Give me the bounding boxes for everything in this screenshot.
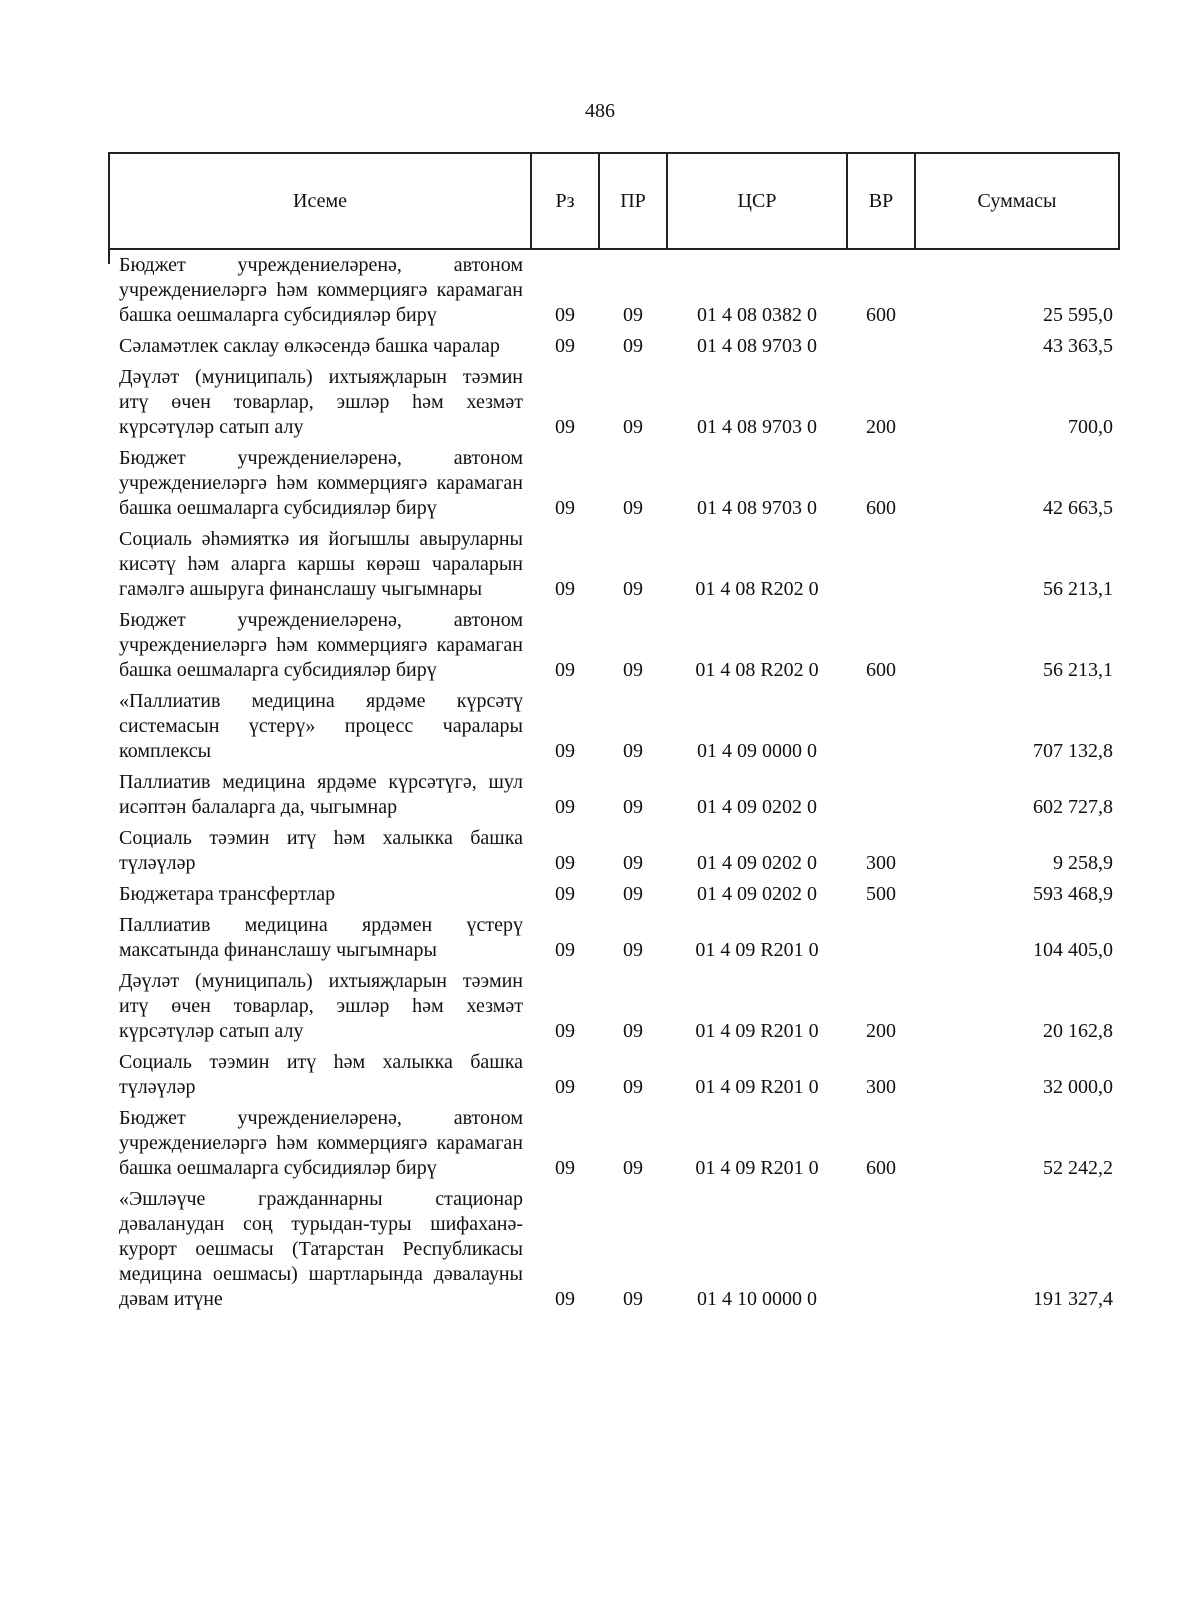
row-vr xyxy=(847,331,915,362)
table-header-row xyxy=(109,153,1119,249)
row-vr xyxy=(847,524,915,605)
header-rz: Рз xyxy=(531,153,599,249)
row-pr: 09 xyxy=(623,883,643,905)
row-rz: 09 xyxy=(555,497,575,519)
row-csr: 01 4 09 R201 0 xyxy=(695,1076,819,1098)
row-csr: 01 4 08 R202 0 xyxy=(695,578,819,600)
row-vr: 200 xyxy=(866,1020,896,1042)
row-rz: 09 xyxy=(555,335,575,357)
row-rz: 09 xyxy=(555,578,575,600)
row-rz: 09 xyxy=(555,1157,575,1179)
row-pr: 09 xyxy=(623,659,643,681)
header-name: Исеме xyxy=(109,153,531,249)
row-csr: 01 4 10 0000 0 xyxy=(697,1288,817,1310)
row-csr: 01 4 09 0202 0 xyxy=(697,883,817,905)
row-pr: 09 xyxy=(623,304,643,326)
header-csr: ЦСР xyxy=(667,153,847,249)
row-pr: 09 xyxy=(623,578,643,600)
row-csr: 01 4 09 R201 0 xyxy=(695,1157,819,1179)
table-row xyxy=(109,249,1119,331)
row-pr: 09 xyxy=(623,1157,643,1179)
budget-table xyxy=(108,152,1120,1315)
row-sum: 602 727,8 xyxy=(1033,796,1113,818)
row-vr xyxy=(847,767,915,823)
row-csr: 01 4 08 0382 0 xyxy=(697,304,817,326)
row-name: Социаль тәэмин итү һәм халыкка башка түләүләр xyxy=(119,827,523,874)
row-name: Паллиатив медицина ярдәмен үстерү максатында финанслашу чыгымнары xyxy=(119,914,523,961)
row-csr: 01 4 09 0202 0 xyxy=(697,852,817,874)
page-number: 486 xyxy=(585,100,615,122)
row-rz: 09 xyxy=(555,1288,575,1310)
row-sum: 56 213,1 xyxy=(1043,578,1113,600)
row-vr: 300 xyxy=(866,1076,896,1098)
row-name: Сәламәтлек саклау өлкәсендә башка чаралар xyxy=(119,335,500,357)
row-sum: 707 132,8 xyxy=(1033,740,1113,762)
row-pr: 09 xyxy=(623,740,643,762)
table-row xyxy=(109,910,1119,966)
row-vr: 600 xyxy=(866,1157,896,1179)
table-row xyxy=(109,767,1119,823)
table-row xyxy=(109,879,1119,910)
header-vr: ВР xyxy=(847,153,915,249)
row-name: Бюджет учреждениеләренә, автоном учреждениеләргә һәм коммерциягә карамаган башка оешмаларга субсидияләр бирү xyxy=(119,609,523,681)
row-sum: 25 595,0 xyxy=(1043,304,1113,326)
row-pr: 09 xyxy=(623,1076,643,1098)
row-rz: 09 xyxy=(555,740,575,762)
table-row xyxy=(109,443,1119,524)
row-name: Социаль әһәмияткә ия йогышлы авыруларны кисәтү һәм аларга каршы көрәш чараларын гамәлгә ашыруга финанслашу чыгымнары xyxy=(119,528,523,600)
row-sum: 42 663,5 xyxy=(1043,497,1113,519)
row-name: Паллиатив медицина ярдәме күрсәтүгә, шул исәптән балаларга да, чыгымнар xyxy=(119,771,523,818)
row-sum: 104 405,0 xyxy=(1033,939,1113,961)
row-pr: 09 xyxy=(623,796,643,818)
row-sum: 20 162,8 xyxy=(1043,1020,1113,1042)
header-pr: ПР xyxy=(599,153,667,249)
row-vr: 300 xyxy=(866,852,896,874)
row-rz: 09 xyxy=(555,304,575,326)
row-name: Бюджет учреждениеләренә, автоном учреждениеләргә һәм коммерциягә карамаган башка оешмаларга субсидияләр бирү xyxy=(119,447,523,519)
row-rz: 09 xyxy=(555,852,575,874)
row-pr: 09 xyxy=(623,1288,643,1310)
row-csr: 01 4 09 0202 0 xyxy=(697,796,817,818)
row-name: Бюджетара трансфертлар xyxy=(119,883,336,905)
row-vr xyxy=(847,910,915,966)
row-sum: 593 468,9 xyxy=(1033,883,1113,905)
row-sum: 700,0 xyxy=(1068,416,1113,438)
row-pr: 09 xyxy=(623,416,643,438)
table-row xyxy=(109,966,1119,1047)
table-row xyxy=(109,331,1119,362)
row-csr: 01 4 08 9703 0 xyxy=(697,416,817,438)
table-row xyxy=(109,605,1119,686)
row-sum: 52 242,2 xyxy=(1043,1157,1113,1179)
row-pr: 09 xyxy=(623,335,643,357)
row-name: «Эшләүче гражданнарны стационар дәваланудан соң турыдан-туры шифаханә-курорт оешмасы (Татарстан Республикасы медицина оешмасы) шартларында дәвалауны дәвам итүне xyxy=(119,1188,523,1310)
row-rz: 09 xyxy=(555,1020,575,1042)
row-vr xyxy=(847,1184,915,1315)
row-name: Бюджет учреждениеләренә, автоном учреждениеләргә һәм коммерциягә карамаган башка оешмаларга субсидияләр бирү xyxy=(119,254,523,326)
row-sum: 9 258,9 xyxy=(1053,852,1113,874)
row-name: Бюджет учреждениеләренә, автоном учреждениеләргә һәм коммерциягә карамаган башка оешмаларга субсидияләр бирү xyxy=(119,1107,523,1179)
row-vr: 600 xyxy=(866,304,896,326)
row-name: Дәүләт (муниципаль) ихтыяҗларын тәэмин итү өчен товарлар, эшләр һәм хезмәт күрсәтүләр сатып алу xyxy=(119,970,523,1042)
row-sum: 56 213,1 xyxy=(1043,659,1113,681)
row-csr: 01 4 08 9703 0 xyxy=(697,497,817,519)
row-rz: 09 xyxy=(555,883,575,905)
row-csr: 01 4 09 R201 0 xyxy=(695,1020,819,1042)
table-row xyxy=(109,823,1119,879)
row-sum: 32 000,0 xyxy=(1043,1076,1113,1098)
header-sum: Суммасы xyxy=(915,153,1119,249)
table-row xyxy=(109,1184,1119,1315)
row-pr: 09 xyxy=(623,1020,643,1042)
row-csr: 01 4 09 0000 0 xyxy=(697,740,817,762)
row-vr: 600 xyxy=(866,659,896,681)
table-row xyxy=(109,524,1119,605)
table-row xyxy=(109,686,1119,767)
row-rz: 09 xyxy=(555,1076,575,1098)
row-name: «Паллиатив медицина ярдәме күрсәтү системасын үстерү» процесс чаралары комплексы xyxy=(119,690,523,762)
row-csr: 01 4 08 R202 0 xyxy=(695,659,819,681)
table-row xyxy=(109,1103,1119,1184)
row-name: Дәүләт (муниципаль) ихтыяҗларын тәэмин итү өчен товарлар, эшләр һәм хезмәт күрсәтүләр сатып алу xyxy=(119,366,523,438)
row-sum: 191 327,4 xyxy=(1033,1288,1113,1310)
row-vr: 600 xyxy=(866,497,896,519)
table-row xyxy=(109,1047,1119,1103)
row-pr: 09 xyxy=(623,497,643,519)
row-rz: 09 xyxy=(555,796,575,818)
row-vr: 200 xyxy=(866,416,896,438)
row-csr: 01 4 09 R201 0 xyxy=(695,939,819,961)
row-rz: 09 xyxy=(555,939,575,961)
row-rz: 09 xyxy=(555,659,575,681)
row-vr xyxy=(847,686,915,767)
left-border-stub xyxy=(108,246,110,264)
row-sum: 43 363,5 xyxy=(1043,335,1113,357)
row-pr: 09 xyxy=(623,939,643,961)
row-csr: 01 4 08 9703 0 xyxy=(697,335,817,357)
row-rz: 09 xyxy=(555,416,575,438)
row-pr: 09 xyxy=(623,852,643,874)
table-row xyxy=(109,362,1119,443)
row-name: Социаль тәэмин итү һәм халыкка башка түләүләр xyxy=(119,1051,523,1098)
row-vr: 500 xyxy=(866,883,896,905)
